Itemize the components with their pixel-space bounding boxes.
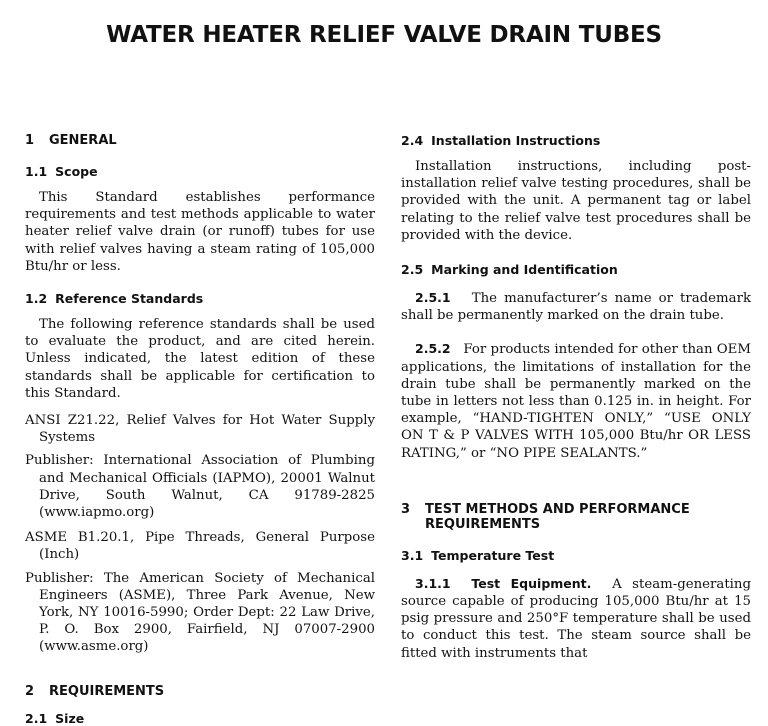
clause-2-5-2: [401, 340, 751, 461]
clause-2-5-1: [401, 289, 751, 324]
reference-publisher: Publisher: The American Society of Mechanical Engineers (ASME), Three Park Avenue, New York, NY 10016-5990; Order Dept: 22 Law Drive, P. O. Box 2900, Fairfield, NJ 07007-2900 (www.asme.org): [25, 570, 375, 655]
clause-number: 2.5.1: [415, 290, 451, 306]
section-number: 2.4: [401, 133, 424, 148]
section-title: Size: [55, 710, 85, 726]
section-2-5-heading: [401, 262, 751, 277]
section-number: 2.5: [401, 262, 424, 278]
reference-entry: ASME B1.20.1, Pipe Threads, General Purpose (Inch): [25, 530, 375, 563]
clause-3-1-1: [401, 575, 751, 662]
section-number: 1.2: [25, 291, 48, 307]
section-number: 3.1: [401, 547, 424, 563]
section-2-4-heading: [401, 133, 751, 148]
reference-entry: ANSI Z21.22, Relief Valves for Hot Water Supply Systems: [25, 413, 375, 446]
section-3-1-heading: [401, 548, 751, 563]
section-number: 2: [25, 683, 35, 699]
section-title: Scope: [55, 164, 98, 179]
left-column: [25, 133, 375, 726]
section-title: Marking and Identification: [431, 262, 618, 278]
section-2-heading: [25, 684, 375, 699]
section-number: 1: [25, 133, 35, 148]
section-3-heading: [401, 502, 751, 532]
clause-label: Test Equipment.: [471, 575, 592, 591]
section-title: GENERAL: [49, 133, 117, 148]
scope-paragraph: This Standard establishes performance requirements and test methods applicable to water heater relief valve drain (or runoff) tubes for use with relief valves having a steam rating of 105,000 Btu/hr or less.: [25, 190, 375, 274]
right-column: [401, 133, 751, 662]
reference-standards-paragraph: The following reference standards shall be used to evaluate the product, and are cited herein. Unless indicated, the latest edition of these standards shall be applicable for certification to this Standard.: [25, 317, 375, 401]
section-title: Reference Standards: [55, 291, 204, 307]
section-1-2-heading: [25, 291, 375, 306]
clause-number: 3.1.1: [415, 575, 451, 591]
clause-text: For products intended for other than OEM applications, the limitations of installation for the drain tube shall be permanently marked on the tube in letters not less than 0.125 in. in height. For example, “HAND-TIGHTEN ONLY,” “USE ONLY ON T & P VALVES WITH 105,000 Btu/hr OR LESS RATING,” or “NO PIPE SEALANTS.”: [401, 342, 752, 461]
section-number: 2.1: [25, 710, 48, 726]
section-title: Temperature Test: [431, 547, 555, 563]
clause-text: The manufacturer’s name or trademark shall be permanently marked on the drain tube.: [401, 291, 751, 324]
section-number: 3: [401, 501, 411, 517]
section-1-1-heading: [25, 164, 375, 179]
installation-paragraph: Installation instructions, including post-installation relief valve testing procedures, shall be provided with the unit. A permanent tag or label relating to the relief valve test procedures shall be provided with the device.: [401, 159, 751, 243]
section-title: Installation Instructions: [431, 133, 601, 148]
clause-text: A steam-generating source capable of producing 105,000 Btu/hr at 15 psig pressure and 250°F temperature shall be used to conduct this test. The steam source shall be fitted with instruments that: [401, 576, 751, 661]
reference-publisher: Publisher: International Association of Plumbing and Mechanical Officials (IAPMO), 20001 Walnut Drive, South Walnut, CA 91789-2825 (www.iapmo.org): [25, 453, 375, 521]
clause-number: 2.5.2: [415, 341, 451, 357]
section-2-1-heading: [25, 711, 375, 726]
section-title: TEST METHODS AND PERFORMANCE REQUIREMENTS: [425, 501, 690, 532]
section-number: 1.1: [25, 164, 48, 179]
section-title: REQUIREMENTS: [49, 683, 165, 699]
document-title: WATER HEATER RELIEF VALVE DRAIN TUBES: [106, 22, 662, 48]
section-1-heading: [25, 133, 375, 148]
